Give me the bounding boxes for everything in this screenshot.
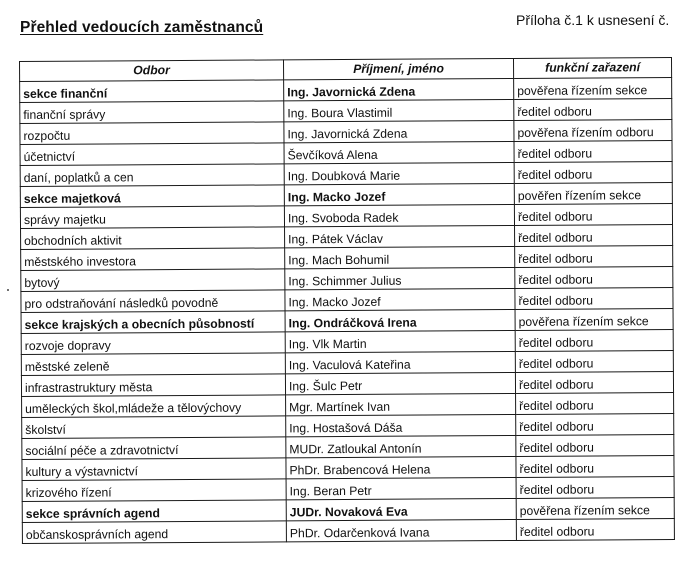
role-cell: ředitel odboru xyxy=(514,141,672,163)
department-cell: daní, poplatků a cen xyxy=(20,164,284,187)
role-cell: ředitel odboru xyxy=(516,414,674,436)
column-header-role: funkční zařazení xyxy=(513,58,671,79)
department-cell: rozvoje dopravy xyxy=(21,332,285,355)
department-cell: školství xyxy=(22,416,286,439)
name-cell: MUDr. Zatloukal Antonín xyxy=(286,435,516,457)
name-cell: JUDr. Novaková Eva xyxy=(286,498,516,520)
role-cell: ředitel odboru xyxy=(515,288,673,310)
name-cell: Ing. Hostašová Dáša xyxy=(286,414,516,436)
department-cell: obchodních aktivit xyxy=(21,227,285,250)
name-cell: Ing. Schimmer Julius xyxy=(285,267,515,289)
name-cell: Ševčíková Alena xyxy=(284,141,514,163)
name-cell: Ing. Mach Bohumil xyxy=(285,246,515,268)
name-cell: PhDr. Brabencová Helena xyxy=(286,456,516,478)
department-cell: krizového řízení xyxy=(22,479,286,502)
page-title: Přehled vedoucích zaměstnanců xyxy=(20,19,264,36)
department-cell: sekce správních agend xyxy=(22,500,286,523)
department-cell: kultury a výstavnictví xyxy=(22,458,286,481)
name-cell: Ing. Javornická Zdena xyxy=(284,120,514,142)
department-cell: sekce majetková xyxy=(20,185,284,208)
name-cell: Ing. Svoboda Radek xyxy=(284,204,514,226)
name-cell: Ing. Šulc Petr xyxy=(285,372,515,394)
scan-speck xyxy=(7,289,9,291)
column-header-department: Odbor xyxy=(20,60,284,82)
name-cell: Ing. Macko Jozef xyxy=(284,183,514,205)
department-cell: pro odstraňování následků povodně xyxy=(21,290,285,313)
role-cell: ředitel odboru xyxy=(515,225,673,247)
role-cell: ředitel odboru xyxy=(514,204,672,226)
name-cell: Ing. Vaculová Kateřina xyxy=(285,351,515,373)
role-cell: ředitel odboru xyxy=(515,351,673,373)
role-cell: ředitel odboru xyxy=(516,519,674,541)
role-cell: ředitel odboru xyxy=(514,99,672,121)
role-cell: ředitel odboru xyxy=(514,162,672,184)
department-cell: rozpočtu xyxy=(20,122,284,145)
name-cell: Ing. Macko Jozef xyxy=(285,288,515,310)
department-cell: bytový xyxy=(21,269,285,292)
role-cell: pověřena řízením sekce xyxy=(516,498,674,520)
name-cell: Ing. Doubková Marie xyxy=(284,162,514,184)
department-cell: účetnictví xyxy=(20,143,284,166)
role-cell: ředitel odboru xyxy=(515,372,673,394)
name-cell: Mgr. Martínek Ivan xyxy=(286,393,516,415)
name-cell: Ing. Pátek Václav xyxy=(285,225,515,247)
role-cell: ředitel odboru xyxy=(516,435,674,457)
name-cell: Ing. Vlk Martin xyxy=(285,330,515,352)
department-cell: sekce finanční xyxy=(20,80,284,103)
table-row xyxy=(22,519,674,544)
department-cell: finanční správy xyxy=(20,101,284,124)
role-cell: ředitel odboru xyxy=(516,456,674,478)
name-cell: Ing. Javornická Zdena xyxy=(284,78,514,100)
role-cell: ředitel odboru xyxy=(515,267,673,289)
department-cell: městského investora xyxy=(21,248,285,271)
department-cell: infrastrastruktury města xyxy=(21,374,285,397)
role-cell: pověřena řízením odboru xyxy=(514,120,672,142)
role-cell: pověřena řízením sekce xyxy=(514,78,672,100)
column-header-name: Příjmení, jméno xyxy=(283,58,513,79)
department-cell: sociální péče a zdravotnictví xyxy=(22,437,286,460)
department-cell: městské zeleně xyxy=(21,353,285,376)
department-cell: občanskosprávních agend xyxy=(22,521,286,544)
role-cell: ředitel odboru xyxy=(516,477,674,499)
name-cell: Ing. Ondráčková Irena xyxy=(285,309,515,331)
role-cell: pověřena řízením sekce xyxy=(515,309,673,331)
name-cell: Ing. Boura Vlastimil xyxy=(284,99,514,121)
attachment-note: Příloha č.1 k usnesení č. xyxy=(516,12,670,28)
name-cell: Ing. Beran Petr xyxy=(286,477,516,499)
role-cell: ředitel odboru xyxy=(516,393,674,415)
staff-table xyxy=(19,57,675,544)
role-cell: ředitel odboru xyxy=(515,330,673,352)
department-cell: sekce krajských a obecních působností xyxy=(21,311,285,334)
role-cell: ředitel odboru xyxy=(515,246,673,268)
department-cell: správy majetku xyxy=(20,206,284,229)
department-cell: uměleckých škol,mládeže a tělovýchovy xyxy=(22,395,286,418)
role-cell: pověřen řízením sekce xyxy=(514,183,672,205)
name-cell: PhDr. Odarčenková Ivana xyxy=(286,519,516,541)
